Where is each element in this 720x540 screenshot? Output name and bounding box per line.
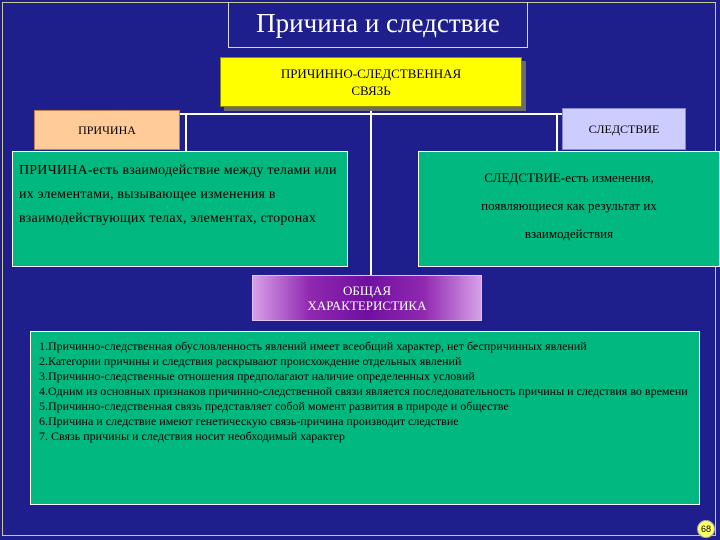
effect-definition-line3: взаимодействия (524, 226, 614, 241)
connector-center-vertical (370, 107, 372, 275)
slide-title: Причина и следствие (228, 2, 528, 48)
list-item: 1.Причинно-следственная обусловленность явлений имеет всеобщий характер, нет беспричинных явлений (39, 339, 587, 353)
general-characteristic-box (252, 275, 482, 321)
list-item: 3.Причинно-следственные отношения предполагают наличие определенных условий (39, 369, 475, 383)
general-characteristic-line1: ОБЩАЯ (342, 283, 392, 298)
general-characteristic-line2: ХАРАКТЕРИСТИКА (307, 298, 427, 313)
connector-left-vertical (185, 113, 187, 151)
list-item: 2.Категории причины и следствия раскрывают происхождение отдельных явлений (39, 354, 462, 368)
effect-definition-box (418, 151, 720, 267)
characteristics-list (30, 331, 700, 505)
cause-label-box: ПРИЧИНА (34, 110, 180, 150)
list-item: 5.Причинно-следственная связь представляет собой момент развития в природе и обществе (39, 399, 509, 413)
effect-definition-line2: появляющиеся как результат их (481, 198, 657, 213)
effect-definition-line1: СЛЕДСТВИЕ-есть изменения, (484, 170, 654, 185)
causal-relation-box (220, 57, 522, 107)
cause-definition-box: ПРИЧИНА-есть взаимодействие между телами или их элементами, вызывающее изменения в взаимодействующих телах, элементах, сторонах (12, 151, 348, 267)
connector-right-vertical (556, 113, 558, 151)
list-item: 4.Одним из основных признаков причинно-следственной связи является последовательность причины и следствия во времени (39, 384, 688, 398)
list-item: 7. Связь причины и следствия носит необходимый характер (39, 429, 345, 443)
page-number-badge: 68 (697, 520, 715, 538)
effect-label-box: СЛЕДСТВИЕ (562, 108, 686, 150)
causal-relation-line2: СВЯЗЬ (351, 83, 391, 98)
list-item: 6.Причина и следствие имеют генетическую связь-причина производит следствие (39, 414, 459, 428)
causal-relation-line1: ПРИЧИННО-СЛЕДСТВЕННАЯ (280, 66, 462, 81)
